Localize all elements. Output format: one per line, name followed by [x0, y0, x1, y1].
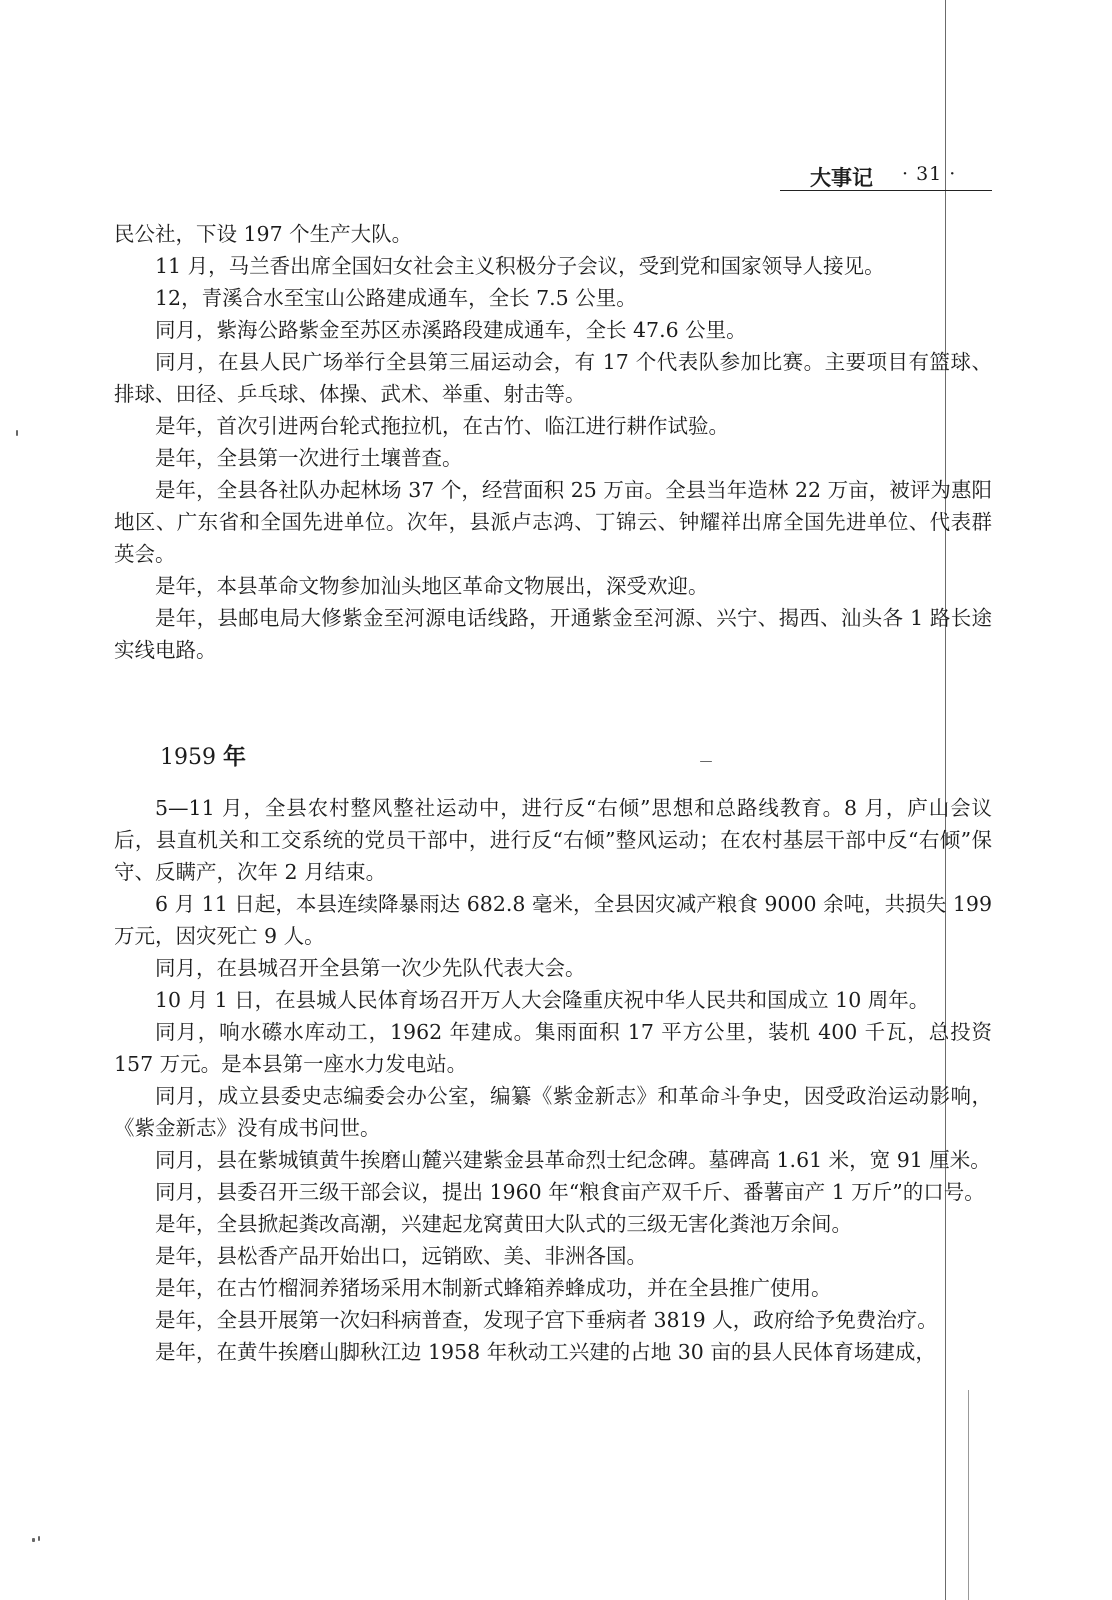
paragraph: 是年，首次引进两台轮式拖拉机，在古竹、临江进行耕作试验。	[155, 414, 729, 438]
paragraph: 10 月 1 日，在县城人民体育场召开万人大会隆重庆祝中华人民共和国成立 10 周年。	[155, 988, 930, 1012]
paragraph: 民公社，下设 197 个生产大队。	[114, 222, 413, 246]
paragraph: 是年，县松香产品开始出口，远销欧、美、非洲各国。	[155, 1244, 647, 1268]
paragraph: 是年，全县掀起粪改高潮，兴建起龙窝黄田大队式的三级无害化粪池万余间。	[155, 1212, 852, 1236]
running-header	[780, 158, 992, 191]
text-block-1959	[114, 792, 992, 1368]
year-number: 1959	[160, 745, 216, 770]
paragraph: 是年，在黄牛挨磨山脚秋江边 1958 年秋动工兴建的占地 30 亩的县人民体育场建成，	[155, 1340, 936, 1364]
year-heading	[160, 738, 246, 771]
paragraph: 同月，在县人民广场举行全县第三届运动会，有 17 个代表队参加比赛。主要项目有篮球、排球、田径、乒乓球、体操、武术、举重、射击等。	[114, 350, 992, 406]
year-suffix: 年	[223, 744, 246, 770]
scan-speck	[16, 430, 18, 436]
paragraph: 是年，全县各社队办起林场 37 个，经营面积 25 万亩。全县当年造林 22 万亩，被评为惠阳地区、广东省和全国先进单位。次年，县派卢志鸿、丁锦云、钟耀祥出席全国先进单位、代表群英会。	[114, 478, 992, 566]
header-page-number: · 31 ·	[902, 163, 957, 185]
paragraph: 同月，成立县委史志编委会办公室，编纂《紫金新志》和革命斗争史，因受政治运动影响，《紫金新志》没有成书问世。	[114, 1084, 992, 1140]
text-block-1958	[114, 218, 992, 666]
header-section-title: 大事记	[810, 166, 873, 190]
paragraph: 是年，在古竹榴洞养猪场采用木制新式蜂箱养蜂成功，并在全县推广使用。	[155, 1276, 832, 1300]
paragraph: 12，青溪合水至宝山公路建成通车，全长 7.5 公里。	[155, 286, 637, 310]
paragraph: 同月，县委召开三级干部会议，提出 1960 年“粮食亩产双千斤、番薯亩产 1 万斤”的口号。	[155, 1180, 985, 1204]
paragraph: 是年，全县第一次进行土壤普查。	[155, 446, 463, 470]
scan-speck	[32, 1538, 35, 1542]
paragraph: 是年，县邮电局大修紫金至河源电话线路，开通紫金至河源、兴宁、揭西、汕头各 1 路长途实线电路。	[114, 606, 992, 662]
paragraph: 5—11 月，全县农村整风整社运动中，进行反“右倾”思想和总路线教育。8 月，庐山会议后，县直机关和工交系统的党员干部中，进行反“右倾”整风运动；在农村基层干部中反“右倾”保守、反瞒产，次年 2 月结束。	[114, 796, 992, 884]
scan-speck	[38, 1536, 40, 1541]
paragraph: 是年，本县革命文物参加汕头地区革命文物展出，深受欢迎。	[155, 574, 709, 598]
paragraph: 同月，响水礤水库动工，1962 年建成。集雨面积 17 平方公里，装机 400 千瓦，总投资 157 万元。是本县第一座水力发电站。	[114, 1020, 992, 1076]
paragraph: 同月，县在紫城镇黄牛挨磨山麓兴建紫金县革命烈士纪念碑。墓碑高 1.61 米，宽 91 厘米。	[155, 1148, 991, 1172]
paragraph: 11 月，马兰香出席全国妇女社会主义积极分子会议，受到党和国家领导人接见。	[155, 254, 885, 278]
paragraph: 同月，紫海公路紫金至苏区赤溪路段建成通车，全长 47.6 公里。	[155, 318, 747, 342]
scan-speck	[700, 761, 712, 762]
paragraph: 同月，在县城召开全县第一次少先队代表大会。	[155, 956, 586, 980]
scan-edge-line-secondary	[968, 1390, 969, 1600]
paragraph: 是年，全县开展第一次妇科病普查，发现子宫下垂病者 3819 人，政府给予免费治疗。	[155, 1308, 938, 1332]
paragraph: 6 月 11 日起，本县连续降暴雨达 682.8 毫米，全县因灾减产粮食 9000 余吨，共损失 199 万元，因灾死亡 9 人。	[114, 892, 992, 948]
